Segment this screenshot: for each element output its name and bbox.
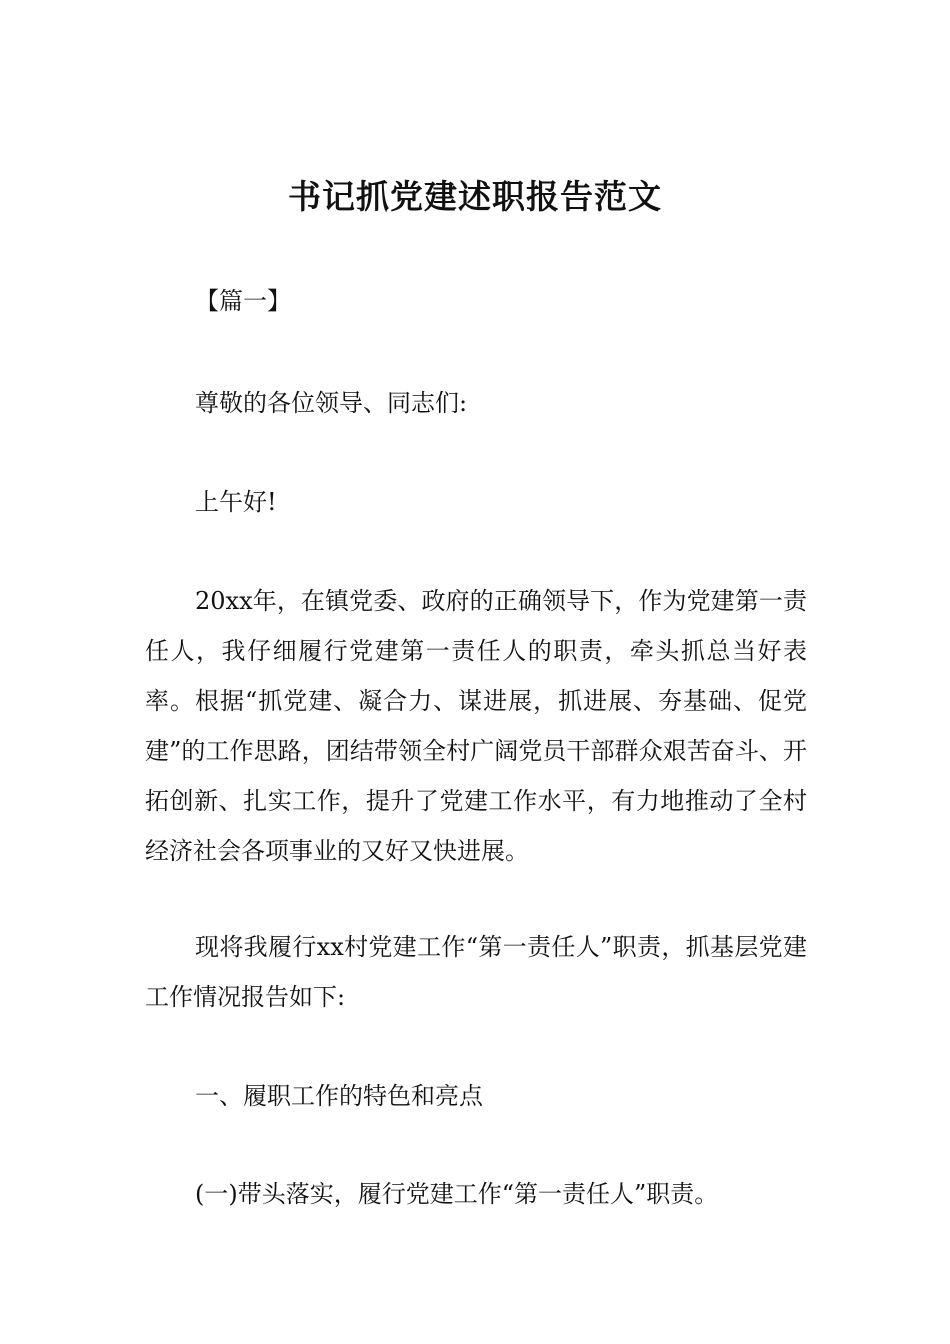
paragraph-intro: 20xx年，在镇党委、政府的正确领导下，作为党建第一责任人，我仔细履行党建第一责任人的职责，牵头抓总当好表率。根据“抓党建、凝合力、谋进展，抓进展、夯基础、促党建”的工作思路，团结带领全村广阔党员干部群众艰苦奋斗、开拓创新、扎实工作，提升了党建工作水平，有力地推动了全村经济社会各项事业的又好又快进展。 bbox=[145, 587, 807, 865]
greeting-line: 尊敬的各位领导、同志们: bbox=[195, 389, 468, 417]
paragraph-report-statement: 现将我履行xx村党建工作“第一责任人”职责，抓基层党建工作情况报告如下: bbox=[145, 933, 807, 1011]
section-label: 【篇一】 bbox=[195, 287, 291, 315]
section-heading-1: 一、履职工作的特色和亮点 bbox=[195, 1082, 483, 1110]
subsection-heading-1: (一)带头落实，履行党建工作“第一责任人”职责。 bbox=[195, 1180, 719, 1208]
hello-line: 上午好! bbox=[195, 488, 277, 516]
document-title: 书记抓党建述职报告范文 bbox=[288, 177, 662, 216]
